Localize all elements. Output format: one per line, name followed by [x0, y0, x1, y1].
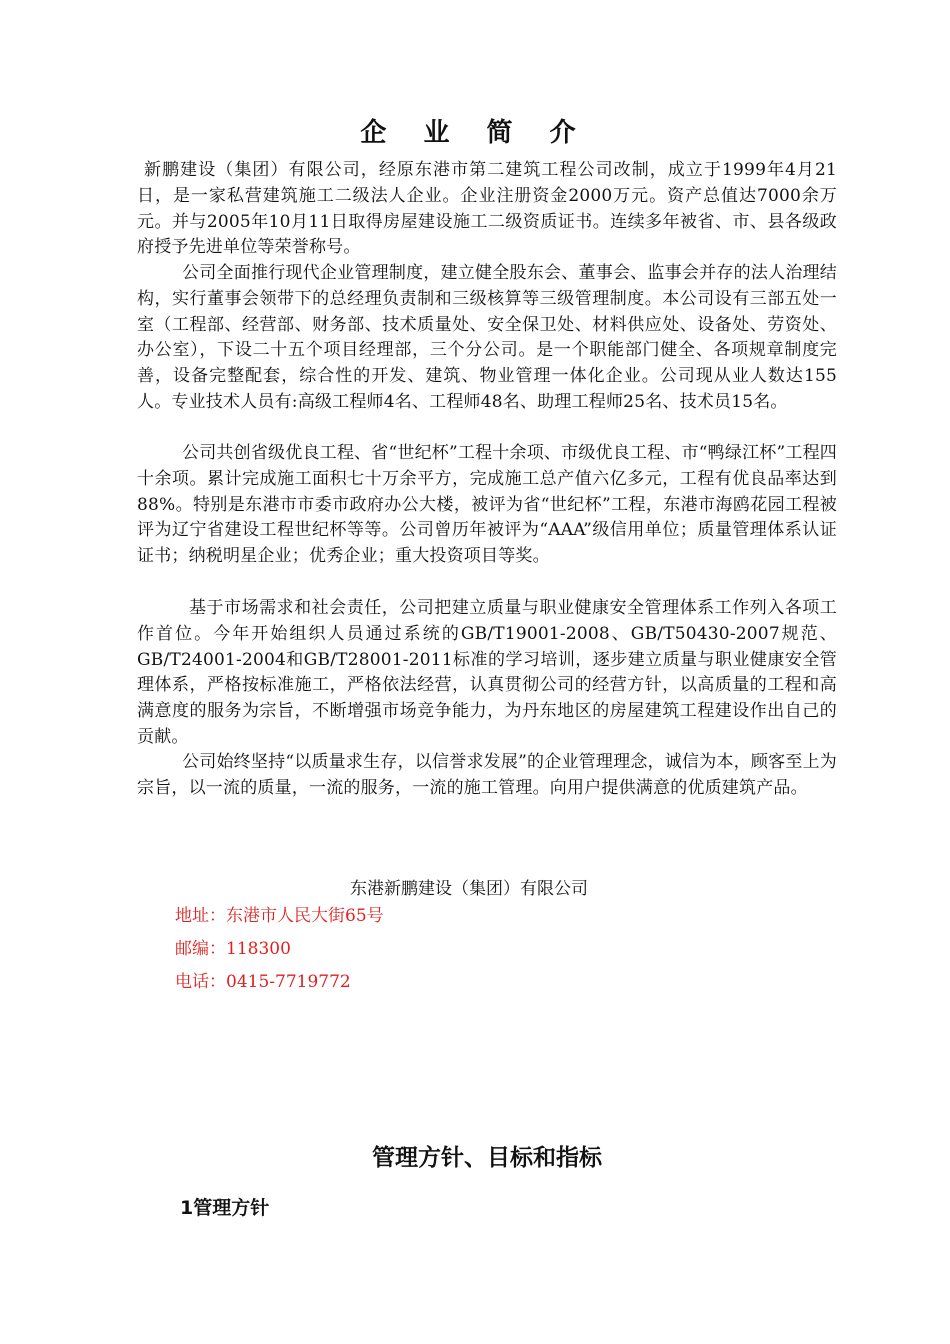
document-title: 企 业 简 介 [360, 118, 590, 148]
subsection-title: 1管理方针 [180, 1197, 270, 1219]
contact-address: 地址：东港市人民大街65号 [175, 906, 384, 926]
contact-postcode: 邮编：118300 [175, 939, 291, 959]
quality-system-paragraph: 基于市场需求和社会责任，公司把建立质量与职业健康安全管理体系工作列入各项工作首位。今年开始组织人员通过系统的GB/T19001-2008、GB/T50430-2007规范、GB/T24001-2004和GB/T28001-2011标准的学习培训，逐步建立质量与职业健康安全管理体系，严格按标准施工，严格依法经营，认真贯彻公司的经营方针，以高质量的工程和高满意度的服务为宗旨，不断增强市场竞争能力，为丹东地区的房屋建筑工程建设作出自己的贡献。 [137, 598, 837, 747]
philosophy-paragraph: 公司始终坚持“以质量求生存，以信誉求发展”的企业管理理念，诚信为本，顾客至上为宗旨，以一流的质量，一流的服务，一流的施工管理。向用户提供满意的优质建筑产品。 [137, 752, 837, 798]
contact-phone: 电话：0415-7719772 [175, 972, 351, 992]
section-title: 管理方针、目标和指标 [372, 1145, 602, 1171]
intro-paragraph: 新鹏建设（集团）有限公司，经原东港市第二建筑工程公司改制，成立于1999年4月21日，是一家私营建筑施工二级法人企业。企业注册资金2000万元。资产总值达7000余万元。并与2005年10月11日取得房屋建设施工二级资质证书。连续多年被省、市、县各级政府授予先进单位等荣誉称号。 [137, 160, 837, 258]
company-name: 东港新鹏建设（集团）有限公司 [350, 879, 588, 899]
achievements-paragraph: 公司共创省级优良工程、省“世纪杯”工程十余项、市级优良工程、市“鸭绿江杯”工程四十余项。累计完成施工面积七十万余平方，完成施工总产值六亿多元，工程有优良品率达到88%。特别是东港市市委市政府办公大楼，被评为省“世纪杯”工程，东港市海鸥花园工程被评为辽宁省建设工程世纪杯等等。公司曾历年被评为“AAA”级信用单位；质量管理体系认证证书；纳税明星企业；优秀企业；重大投资项目等奖。 [137, 443, 837, 567]
management-paragraph: 公司全面推行现代企业管理制度，建立健全股东会、董事会、监事会并存的法人治理结构，实行董事会领带下的总经理负责制和三级核算等三级管理制度。本公司设有三部五处一室（工程部、经营部、财务部、技术质量处、安全保卫处、材料供应处、设备处、劳资处、办公室），下设二十五个项目经理部，三个分公司。是一个职能部门健全、各项规章制度完善，设备完整配套，综合性的开发、建筑、物业管理一体化企业。公司现从业人数达155人。专业技术人员有:高级工程师4名、工程师48名、助理工程师25名、技术员15名。 [137, 263, 837, 412]
